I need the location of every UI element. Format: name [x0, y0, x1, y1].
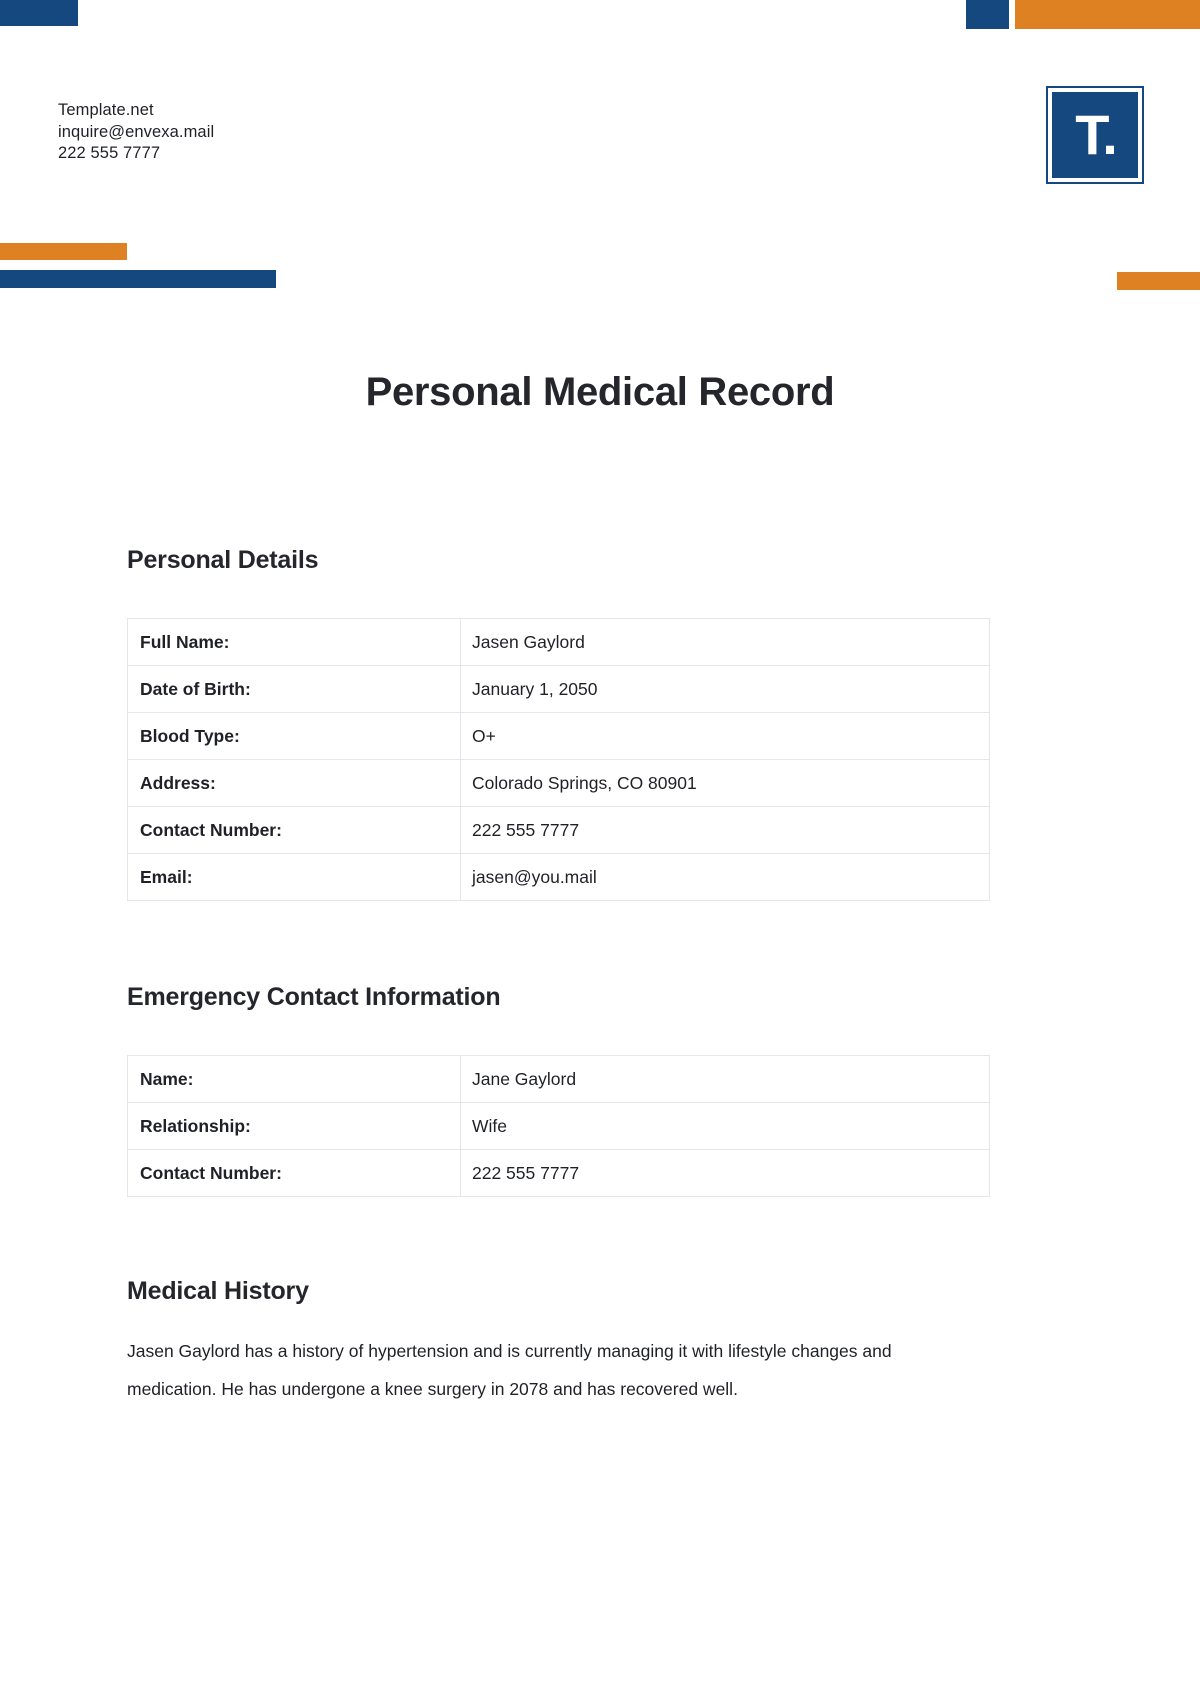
row-label: Address: [128, 760, 461, 807]
section-heading-medical-history: Medical History [127, 1277, 309, 1305]
decor-bar-top-right-orange [1015, 0, 1200, 29]
table-row [128, 854, 990, 901]
brand-logo [1046, 86, 1144, 184]
section-spacer [127, 1197, 989, 1275]
company-phone: 222 555 7777 [58, 144, 161, 162]
row-label: Email: [128, 854, 461, 901]
decor-bar-mid-left-orange [0, 243, 127, 260]
decor-bar-top-right-blue [966, 0, 1009, 29]
header-contact-block [58, 100, 214, 165]
medical-history-paragraph: Jasen Gaylord has a history of hypertension and is currently managing it with lifestyle changes and medication. He has undergone a knee surgery in 2078 and has recovered well. [127, 1341, 892, 1399]
table-row [128, 619, 990, 666]
row-label: Contact Number: [128, 1150, 461, 1197]
table-row [128, 666, 990, 713]
row-label: Contact Number: [128, 807, 461, 854]
row-label: Name: [128, 1056, 461, 1103]
row-value: January 1, 2050 [461, 666, 990, 713]
decor-bar-mid-right-orange [1117, 272, 1200, 290]
row-value: Jasen Gaylord [461, 619, 990, 666]
table-row [128, 1150, 990, 1197]
document-body [127, 544, 989, 1408]
logo-square [1052, 92, 1138, 178]
row-label: Relationship: [128, 1103, 461, 1150]
row-value: jasen@you.mail [461, 854, 990, 901]
decor-bar-top-left-blue [0, 0, 78, 26]
table-row [128, 1103, 990, 1150]
table-row [128, 807, 990, 854]
company-name: Template.net [58, 101, 154, 119]
row-value: 222 555 7777 [461, 1150, 990, 1197]
row-value: Colorado Springs, CO 80901 [461, 760, 990, 807]
table-row [128, 1056, 990, 1103]
emergency-contact-table [127, 1055, 990, 1197]
decor-bar-mid-left-blue [0, 270, 276, 288]
row-label: Full Name: [128, 619, 461, 666]
personal-details-table [127, 618, 990, 901]
row-label: Blood Type: [128, 713, 461, 760]
logo-letter-t-icon: T. [1075, 103, 1117, 166]
table-row [128, 760, 990, 807]
row-value: Jane Gaylord [461, 1056, 990, 1103]
row-value: Wife [461, 1103, 990, 1150]
company-email: inquire@envexa.mail [58, 122, 215, 141]
section-spacer [127, 901, 989, 981]
row-label: Date of Birth: [128, 666, 461, 713]
table-row [128, 713, 990, 760]
row-value: 222 555 7777 [461, 807, 990, 854]
section-heading-emergency-contact: Emergency Contact Information [127, 983, 501, 1011]
row-value: O+ [461, 713, 990, 760]
page-title: Personal Medical Record [365, 370, 835, 414]
section-heading-personal-details: Personal Details [127, 546, 319, 574]
